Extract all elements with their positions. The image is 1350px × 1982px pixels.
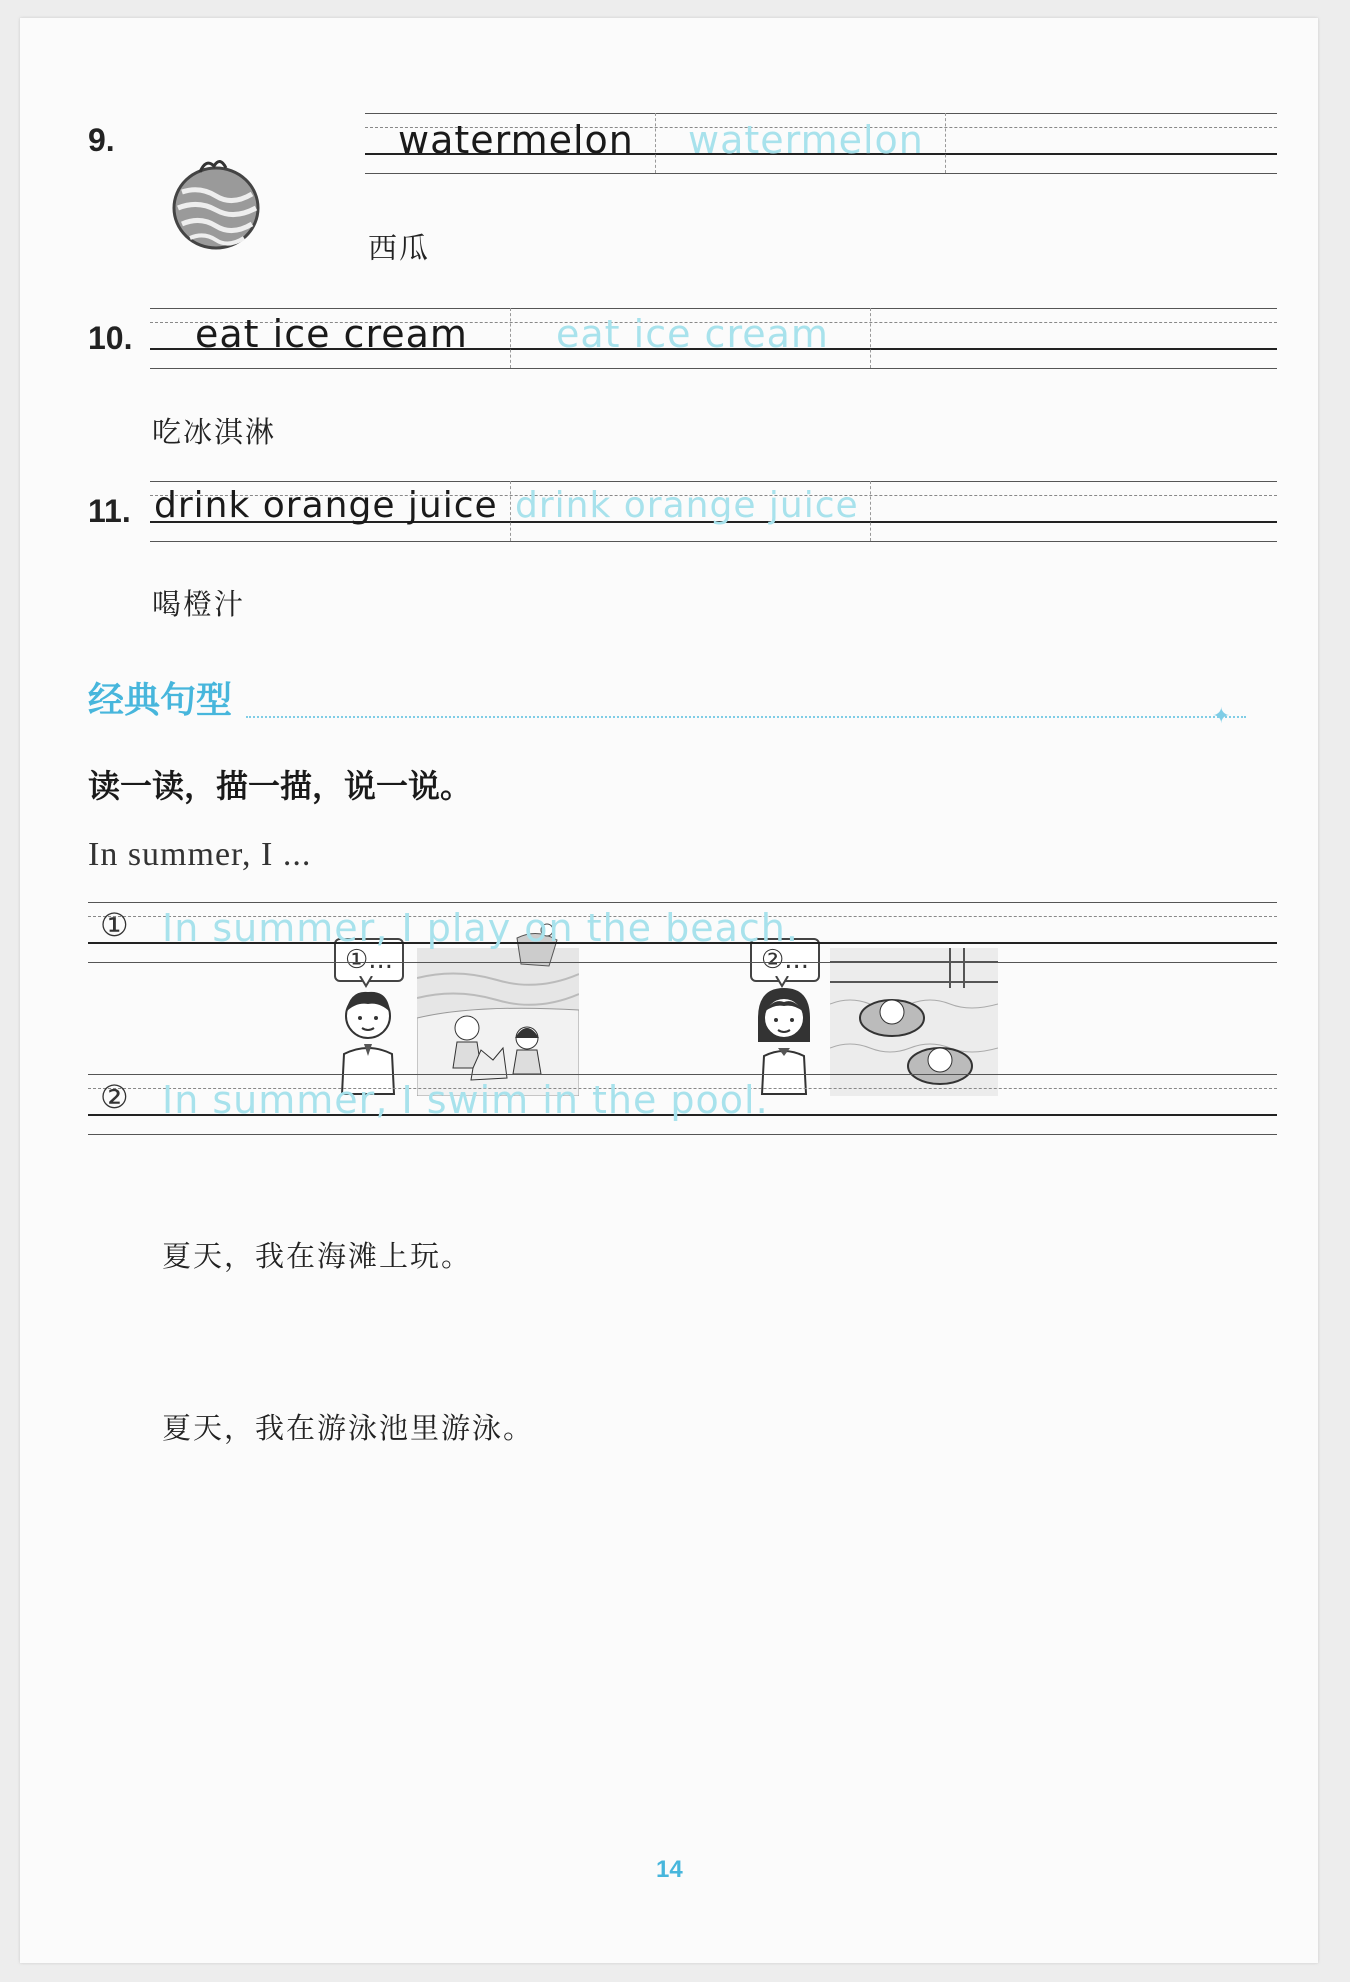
section-title: 经典句型 [88,680,233,721]
star-icon: ✦ [1212,704,1231,729]
word-example-10: eat ice cream [195,312,468,356]
word-example-11: drink orange juice [154,485,498,526]
sentence-marker-2: ② [100,1078,129,1116]
page-number: 14 [656,1856,683,1883]
word-example-9: watermelon [398,118,634,162]
sentence-chinese-2: 夏天，我在游泳池里游泳。 [162,1411,535,1445]
watermelon-icon [160,146,270,256]
word-trace-11: drink orange juice [515,485,859,526]
speech-bubble-1: ①... [334,938,404,982]
word-trace-10: eat ice cream [556,312,829,356]
section-divider [246,716,1246,718]
item-number-9: 9. [88,122,115,158]
sentence-trace-1: In summer, I play on the beach. [162,906,799,950]
speech-bubble-2: ②... [750,938,820,982]
sentence-chinese-1: 夏天，我在海滩上玩。 [162,1239,473,1273]
instruction-text: 读一读，描一描，说一说。 [88,767,473,805]
item-number-11: 11. [88,493,131,529]
prompt-text: In summer, I ... [88,836,312,873]
word-trace-9: watermelon [688,118,924,162]
worksheet-page [20,18,1318,1963]
chinese-meaning-10: 吃冰淇淋 [152,415,277,449]
chinese-meaning-9: 西瓜 [368,231,431,265]
sentence-trace-2: In summer, I swim in the pool. [162,1078,769,1122]
sentence-marker-1: ① [100,906,129,944]
chinese-meaning-11: 喝橙汁 [152,587,246,621]
item-number-10: 10. [88,320,133,356]
